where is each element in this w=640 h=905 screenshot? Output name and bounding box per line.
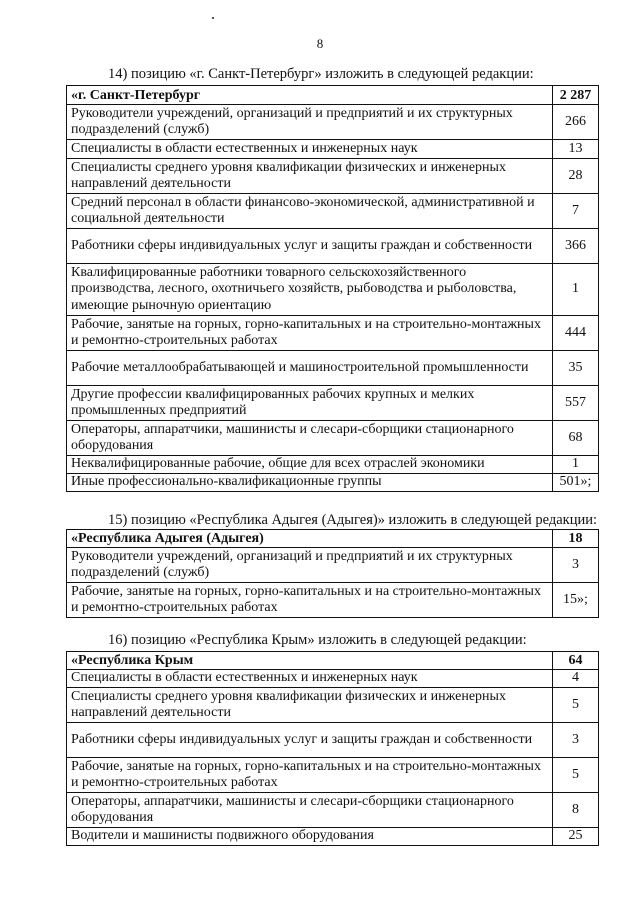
table-row [67,421,599,456]
row-value: 3 [553,723,599,758]
row-label: Водители и машинисты подвижного оборудования [67,828,553,846]
section-15-intro: 15) позицию «Республика Адыгея (Адыгея)» изложить в следующей редакции: [108,512,598,528]
row-value: 15»; [553,583,599,618]
table-row [67,828,599,846]
scan-speck [212,17,214,19]
row-value: 266 [553,105,599,140]
section-15-table [66,529,599,618]
row-label: Специалисты среднего уровня квалификации физических и инженерных направлений деятельности [67,159,553,194]
row-value: 25 [553,828,599,846]
row-value: 4 [553,670,599,688]
row-label: Неквалифицированные рабочие, общие для всех отраслей экономики [67,456,553,474]
row-label: Специалисты в области естественных и инженерных наук [67,140,553,159]
row-value: 68 [553,421,599,456]
row-label: Квалифицированные работники товарного сельскохозяйственного производства, лесного, охотничьего хозяйств, рыбоводства и рыболовства, имеющие рыночную ориентацию [67,264,553,316]
region-total: 18 [553,530,599,548]
region-name: «г. Санкт-Петербург [67,86,553,105]
row-label: Операторы, аппаратчики, машинисты и слесари-сборщики стационарного оборудования [67,421,553,456]
table-row [67,723,599,758]
table-row [67,351,599,386]
row-value: 1 [553,264,599,316]
row-label: Руководители учреждений, организаций и предприятий и их структурных подразделений (служб) [67,548,553,583]
table-row [67,758,599,793]
row-value: 501»; [553,474,599,492]
row-label: Средний персонал в области финансово-экономической, административной и социальной деятельности [67,194,553,229]
table-header-row [67,530,599,548]
row-value: 557 [553,386,599,421]
table-row [67,105,599,140]
row-value: 28 [553,159,599,194]
row-label: Операторы, аппаратчики, машинисты и слесари-сборщики стационарного оборудования [67,793,553,828]
table-row [67,548,599,583]
region-name: «Республика Адыгея (Адыгея) [67,530,553,548]
row-label: Рабочие металлообрабатывающей и машиностроительной промышленности [67,351,553,386]
table-row [67,793,599,828]
row-value: 444 [553,316,599,351]
row-label: Иные профессионально-квалификационные группы [67,474,553,492]
row-value: 8 [553,793,599,828]
row-value: 3 [553,548,599,583]
table-row [67,688,599,723]
table-row [67,670,599,688]
row-value: 35 [553,351,599,386]
page-number: 8 [316,36,324,51]
row-value: 5 [553,688,599,723]
region-total: 64 [553,652,599,670]
row-label: Работники сферы индивидуальных услуг и защиты граждан и собственности [67,723,553,758]
region-total: 2 287 [553,86,599,105]
table-row [67,194,599,229]
row-value: 5 [553,758,599,793]
section-16-table [66,651,599,846]
row-value: 7 [553,194,599,229]
row-label: Рабочие, занятые на горных, горно-капитальных и на строительно-монтажных и ремонтно-строительных работах [67,758,553,793]
table-row [67,456,599,474]
row-label: Специалисты в области естественных и инженерных наук [67,670,553,688]
section-16-intro: 16) позицию «Республика Крым» изложить в следующей редакции: [108,632,527,648]
table-row [67,140,599,159]
row-label: Специалисты среднего уровня квалификации физических и инженерных направлений деятельности [67,688,553,723]
region-name: «Республика Крым [67,652,553,670]
row-label: Рабочие, занятые на горных, горно-капитальных и на строительно-монтажных и ремонтно-строительных работах [67,316,553,351]
table-row [67,583,599,618]
table-header-row [67,86,599,105]
row-label: Руководители учреждений, организаций и предприятий и их структурных подразделений (служб) [67,105,553,140]
row-value: 366 [553,229,599,264]
table-row [67,474,599,492]
table-row [67,264,599,316]
row-label: Работники сферы индивидуальных услуг и защиты граждан и собственности [67,229,553,264]
table-row [67,386,599,421]
section-14-table [66,85,599,492]
table-row [67,229,599,264]
row-value: 1 [553,456,599,474]
row-label: Рабочие, занятые на горных, горно-капитальных и на строительно-монтажных и ремонтно-строительных работах [67,583,553,618]
table-row [67,159,599,194]
row-label: Другие профессии квалифицированных рабочих крупных и мелких промышленных предприятий [67,386,553,421]
section-14-intro: 14) позицию «г. Санкт-Петербург» изложить в следующей редакции: [108,66,534,82]
table-header-row [67,652,599,670]
row-value: 13 [553,140,599,159]
table-row [67,316,599,351]
